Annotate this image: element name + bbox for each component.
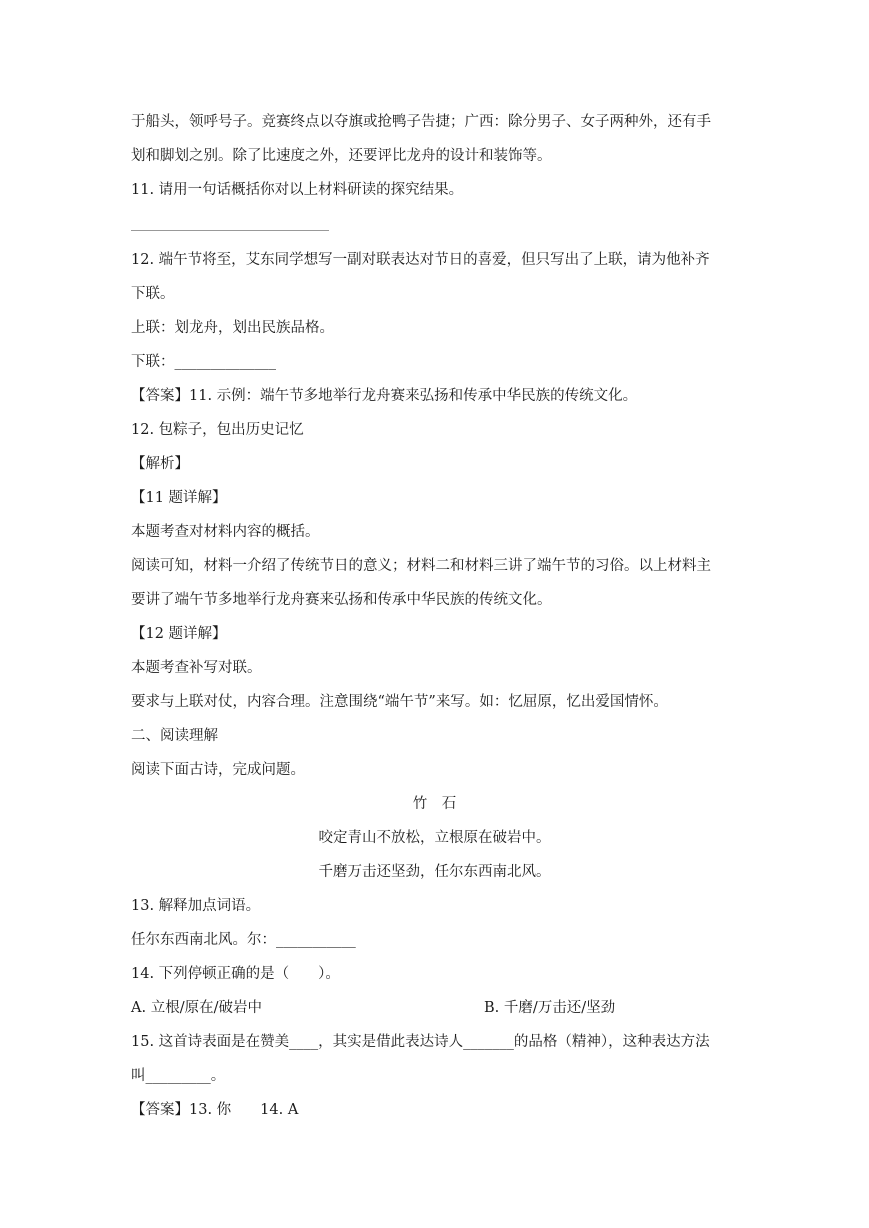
question-14-option-b: B. 千磨/万击还/坚劲	[484, 1000, 616, 1016]
question-12-line-1: 12. 端午节将至，艾东同学想写一副对联表达对节日的喜爱，但只写出了上联，请为他补齐	[131, 252, 710, 268]
poem-title: 竹 石	[412, 796, 457, 812]
analysis-11-heading: 【11 题详解】	[131, 490, 227, 506]
question-14-option-a: A. 立根/原在/破岩中	[131, 1000, 262, 1016]
question-11: 11. 请用一句话概括你对以上材料研读的探究结果。	[131, 182, 464, 198]
analysis-heading: 【解析】	[131, 456, 189, 472]
poem-line-1: 咬定青山不放松，立根原在破岩中。	[318, 830, 551, 846]
section-2-title: 二、阅读理解	[131, 728, 218, 744]
analysis-12-line-2: 要求与上联对仗，内容合理。注意围绕“端午节”来写。如：忆屈原，忆出爱国情怀。	[131, 694, 668, 710]
answer-13-14: 【答案】13. 你 14. A	[131, 1102, 299, 1118]
question-13-item: 任尔东西南北风。尔：___________	[131, 932, 356, 948]
question-14: 14. 下列停顿正确的是（ ）。	[131, 966, 340, 982]
question-15-line-2: 叫_________。	[131, 1068, 226, 1084]
question-13: 13. 解释加点词语。	[131, 898, 261, 914]
analysis-11-line-2: 阅读可知，材料一介绍了传统节日的意义；材料二和材料三讲了端午节的习俗。以上材料主	[131, 558, 711, 574]
answer-blank-line	[131, 230, 329, 231]
couplet-upper: 上联：划龙舟，划出民族品格。	[131, 320, 334, 336]
analysis-12-line-1: 本题考查补写对联。	[131, 660, 262, 676]
analysis-12-heading: 【12 题详解】	[131, 626, 227, 642]
analysis-11-line-1: 本题考查对材料内容的概括。	[131, 524, 320, 540]
question-12-line-2: 下联。	[131, 286, 175, 302]
poem-line-2: 千磨万击还坚劲，任尔东西南北风。	[318, 864, 551, 880]
section-2-instruction: 阅读下面古诗，完成问题。	[131, 762, 305, 778]
intro-line-1: 于船头，领呼号子。竞赛终点以夺旗或抢鸭子告捷；广西：除分男子、女子两种外，还有手	[131, 114, 711, 130]
answer-11: 【答案】11. 示例：端午节多地举行龙舟赛来弘扬和传承中华民族的传统文化。	[131, 388, 638, 404]
couplet-lower: 下联：______________	[131, 354, 276, 370]
intro-line-2: 划和脚划之别。除了比速度之外，还要评比龙舟的设计和装饰等。	[131, 148, 552, 164]
question-15-line-1: 15. 这首诗表面是在赞美____，其实是借此表达诗人_______的品格（精神），这种表达方法	[131, 1034, 710, 1050]
analysis-11-line-3: 要讲了端午节多地举行龙舟赛来弘扬和传承中华民族的传统文化。	[131, 592, 552, 608]
answer-12: 12. 包粽子，包出历史记忆	[131, 422, 304, 438]
